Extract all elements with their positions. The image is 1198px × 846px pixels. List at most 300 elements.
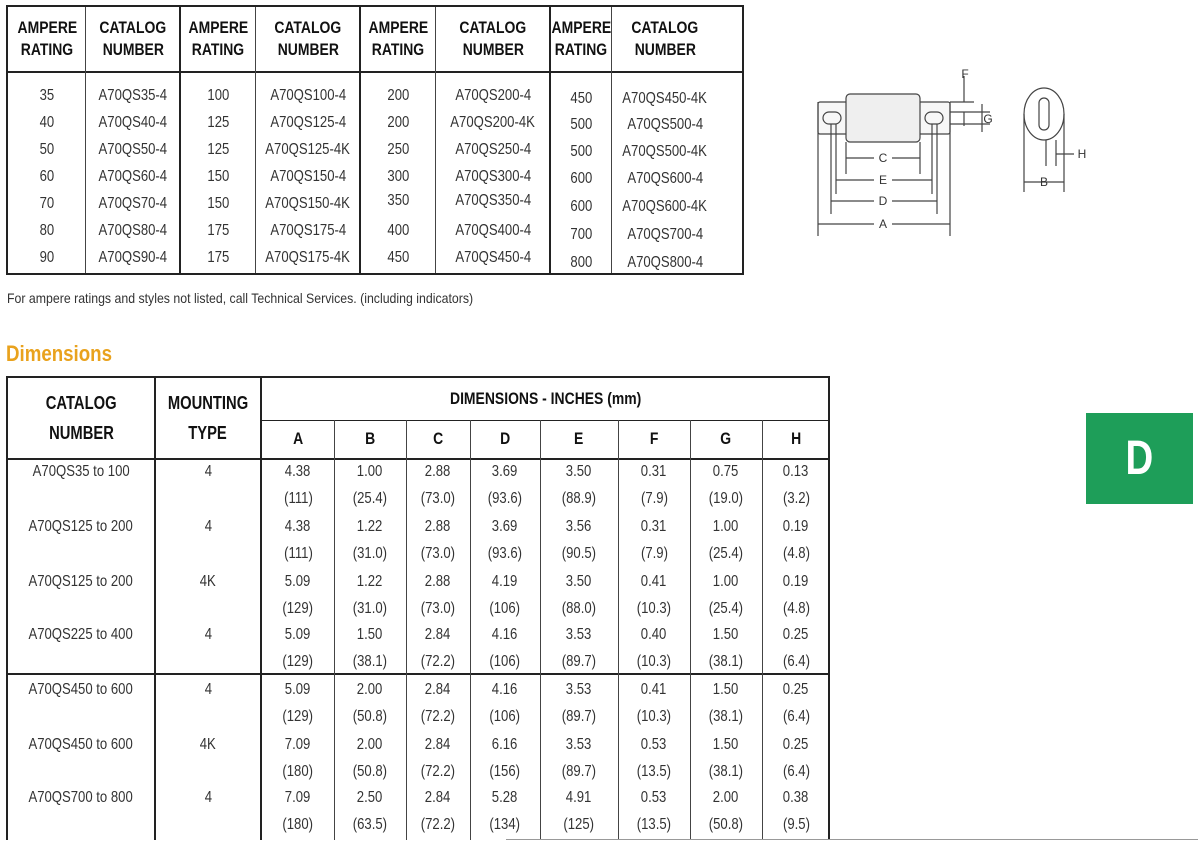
ratings-cell-text: A70QS125-4 bbox=[270, 114, 346, 131]
ampere-rating-cell bbox=[360, 244, 436, 271]
dimension-mm-cell bbox=[406, 758, 470, 785]
catalog-range-text: A70QS35 to 100 bbox=[32, 463, 130, 480]
ratings-cell-text: 40 bbox=[39, 114, 55, 131]
mounting-type-cell bbox=[155, 784, 261, 811]
dimension-mm-text: (6.4) bbox=[782, 763, 810, 780]
catalog-range-cell bbox=[8, 568, 154, 595]
dimension-inches-cell bbox=[262, 458, 334, 485]
ampere-rating-cell bbox=[360, 82, 436, 109]
catalog-number-cell bbox=[436, 82, 550, 109]
dimension-mm-text: (89.7) bbox=[561, 708, 597, 725]
dimension-mm-cell bbox=[690, 703, 762, 730]
ampere-rating-cell bbox=[550, 85, 612, 112]
ratings-cell-text: A70QS450-4K bbox=[622, 90, 708, 107]
dimension-mm-text: (25.4) bbox=[352, 490, 388, 507]
ratings-cell-text: A70QS35-4 bbox=[98, 87, 168, 104]
dimension-inches-cell bbox=[540, 784, 618, 811]
dimension-mm-text: (38.1) bbox=[352, 653, 388, 670]
ratings-cell-text: A70QS400-4 bbox=[455, 222, 531, 239]
ratings-cell-text: 700 bbox=[570, 226, 592, 243]
catalog-number-header bbox=[8, 378, 154, 458]
ratings-cell-text: 450 bbox=[387, 249, 409, 266]
dimension-inches-text: 5.09 bbox=[285, 573, 311, 590]
dimension-mm-text: (50.8) bbox=[352, 763, 388, 780]
dimension-inches-text: 3.53 bbox=[566, 736, 592, 753]
dimension-mm-cell bbox=[334, 811, 406, 838]
ampere-rating-cell bbox=[180, 136, 256, 163]
dimension-mm-text: (9.5) bbox=[782, 816, 810, 833]
ratings-header-ampere-2 bbox=[180, 7, 256, 71]
dimension-inches-cell bbox=[406, 568, 470, 595]
catalog-number-cell bbox=[256, 244, 360, 271]
catalog-number-cell bbox=[436, 217, 550, 244]
ampere-rating-cell bbox=[360, 163, 436, 190]
ratings-header-bottom: NUMBER bbox=[102, 40, 164, 59]
ratings-header-top: AMPERE bbox=[188, 18, 248, 37]
dimension-inches-cell bbox=[618, 731, 690, 758]
ratings-cell-text: 450 bbox=[570, 90, 592, 107]
dimension-inches-cell bbox=[690, 731, 762, 758]
dimension-letter: B bbox=[364, 429, 376, 448]
ampere-rating-cell bbox=[550, 111, 612, 138]
dimension-mm-text: (93.6) bbox=[487, 490, 523, 507]
dimension-mm-cell bbox=[690, 485, 762, 512]
dimension-mm-cell bbox=[470, 811, 540, 838]
ratings-cell-text: A70QS700-4 bbox=[627, 226, 703, 243]
catalog-number-cell bbox=[436, 187, 550, 214]
ampere-rating-cell bbox=[8, 190, 86, 217]
dimension-mm-cell bbox=[540, 648, 618, 675]
ratings-cell-text: 50 bbox=[39, 141, 55, 158]
dimension-inches-cell bbox=[762, 676, 830, 703]
ampere-rating-cell bbox=[8, 136, 86, 163]
dimension-inches-text: 2.00 bbox=[357, 736, 383, 753]
dimensions-section-title: Dimensions bbox=[6, 341, 112, 366]
ratings-header-ampere-0 bbox=[8, 7, 86, 71]
catalog-number-cell bbox=[256, 217, 360, 244]
dimension-mm-cell bbox=[690, 758, 762, 785]
dimension-letter-header-g bbox=[690, 420, 762, 458]
dimension-mm-cell bbox=[618, 595, 690, 622]
ratings-cell-text: A70QS250-4 bbox=[455, 141, 531, 158]
ratings-cell-text: A70QS600-4 bbox=[627, 170, 703, 187]
ratings-cell-text: A70QS70-4 bbox=[98, 195, 168, 212]
dimension-mm-cell bbox=[470, 540, 540, 567]
ampere-rating-cell bbox=[8, 109, 86, 136]
catalog-number-cell bbox=[86, 217, 180, 244]
dimension-mm-text: (125) bbox=[563, 816, 595, 833]
ratings-cell-text: A70QS150-4K bbox=[265, 195, 351, 212]
mounting-type-text: 4 bbox=[204, 463, 212, 480]
ratings-cell-text: 600 bbox=[570, 198, 592, 215]
dimension-inches-text: 5.28 bbox=[492, 789, 518, 806]
section-tab bbox=[1086, 413, 1193, 504]
dimension-inches-cell bbox=[470, 676, 540, 703]
ratings-header-top: AMPERE bbox=[17, 18, 77, 37]
dim-label-a: A bbox=[878, 217, 888, 231]
catalog-number-cell bbox=[612, 249, 718, 276]
dimension-inches-text: 3.69 bbox=[492, 518, 518, 535]
catalog-range-text: A70QS450 to 600 bbox=[28, 736, 134, 753]
dimension-mm-text: (106) bbox=[489, 653, 521, 670]
dimensions-table bbox=[6, 376, 830, 840]
dimension-mm-cell bbox=[540, 595, 618, 622]
dimension-inches-cell bbox=[618, 784, 690, 811]
dimension-inches-cell bbox=[470, 568, 540, 595]
catalog-number-cell bbox=[612, 85, 718, 112]
ratings-cell-text: A70QS500-4K bbox=[622, 143, 708, 160]
dimension-mm-text: (19.0) bbox=[708, 490, 744, 507]
mounting-header-line2: TYPE bbox=[188, 423, 228, 443]
bottom-divider bbox=[506, 839, 1198, 840]
dimension-mm-cell bbox=[262, 648, 334, 675]
dimension-inches-cell bbox=[334, 731, 406, 758]
ratings-header-top: AMPERE bbox=[368, 18, 428, 37]
catalog-range-cell bbox=[8, 676, 154, 703]
ampere-rating-table bbox=[6, 5, 744, 275]
ratings-cell-text: 800 bbox=[570, 254, 592, 271]
dimension-inches-text: 0.41 bbox=[641, 573, 667, 590]
ratings-header-bottom: RATING bbox=[554, 40, 608, 59]
ratings-cell-text: 70 bbox=[39, 195, 55, 212]
ratings-header-ampere-6 bbox=[550, 7, 612, 71]
dimension-inches-text: 5.09 bbox=[285, 681, 311, 698]
dimension-inches-cell bbox=[334, 513, 406, 540]
ampere-rating-cell bbox=[180, 163, 256, 190]
ratings-header-bottom: NUMBER bbox=[462, 40, 524, 59]
dimension-mm-cell bbox=[618, 648, 690, 675]
mounting-type-text: 4 bbox=[204, 789, 212, 806]
technical-services-note: For ampere ratings and styles not listed, call Technical Services. (including indicators) bbox=[7, 290, 474, 306]
dimension-inches-text: 0.25 bbox=[783, 626, 809, 643]
dimension-mm-text: (31.0) bbox=[352, 545, 388, 562]
dimension-mm-text: (134) bbox=[489, 816, 521, 833]
dimension-mm-cell bbox=[406, 703, 470, 730]
ratings-column-5 bbox=[436, 73, 550, 273]
dimension-inches-cell bbox=[540, 458, 618, 485]
ratings-cell-text: A70QS350-4 bbox=[455, 192, 531, 209]
dimension-inches-text: 4.91 bbox=[566, 789, 592, 806]
dimension-inches-cell bbox=[540, 568, 618, 595]
dimension-inches-text: 3.53 bbox=[566, 681, 592, 698]
ratings-cell-text: A70QS200-4 bbox=[455, 87, 531, 104]
dimension-letter-header-h bbox=[762, 420, 830, 458]
catalog-number-cell bbox=[256, 82, 360, 109]
dimension-inches-text: 1.22 bbox=[357, 573, 383, 590]
dimension-mm-cell bbox=[262, 703, 334, 730]
ratings-cell-text: A70QS40-4 bbox=[98, 114, 168, 131]
dimension-mm-cell bbox=[470, 485, 540, 512]
catalog-range-text: A70QS125 to 200 bbox=[28, 518, 134, 535]
ratings-cell-text: 175 bbox=[207, 222, 229, 239]
dimension-mm-text: (73.0) bbox=[420, 545, 456, 562]
dimension-mm-text: (111) bbox=[283, 490, 313, 507]
dims-catalog-divider bbox=[154, 378, 156, 840]
dimension-mm-cell bbox=[762, 703, 830, 730]
ampere-rating-cell bbox=[8, 217, 86, 244]
mounting-type-text: 4K bbox=[199, 573, 217, 590]
dimension-letter-header-a bbox=[262, 420, 334, 458]
dimension-inches-text: 1.50 bbox=[713, 681, 739, 698]
dimension-mm-cell bbox=[762, 485, 830, 512]
mounting-type-text: 4K bbox=[199, 736, 217, 753]
ratings-header-bottom: RATING bbox=[191, 40, 245, 59]
ampere-rating-cell bbox=[180, 217, 256, 244]
dim-label-d: D bbox=[878, 194, 888, 208]
dimension-mm-cell bbox=[618, 485, 690, 512]
dimension-letter: A bbox=[292, 429, 304, 448]
dimension-inches-cell bbox=[618, 676, 690, 703]
fuse-side-view bbox=[818, 76, 1074, 236]
dimension-inches-cell bbox=[470, 784, 540, 811]
ratings-cell-text: A70QS100-4 bbox=[270, 87, 346, 104]
ratings-cell-text: A70QS800-4 bbox=[627, 254, 703, 271]
dimension-inches-text: 0.53 bbox=[641, 789, 667, 806]
dimension-mm-cell bbox=[762, 811, 830, 838]
dim-label-f: F bbox=[961, 67, 969, 81]
dimension-mm-text: (10.3) bbox=[636, 600, 672, 617]
mounting-type-cell bbox=[155, 568, 261, 595]
ratings-header-ampere-4 bbox=[360, 7, 436, 71]
dimension-mm-text: (6.4) bbox=[782, 653, 810, 670]
catalog-range-cell bbox=[8, 513, 154, 540]
dimension-mm-text: (129) bbox=[282, 708, 314, 725]
mounting-type-cell bbox=[155, 676, 261, 703]
mounting-type-text: 4 bbox=[204, 626, 212, 643]
dimension-mm-text: (13.5) bbox=[636, 763, 672, 780]
dimension-mm-text: (25.4) bbox=[708, 545, 744, 562]
ratings-cell-text: A70QS150-4 bbox=[270, 168, 346, 185]
dimension-inches-text: 2.84 bbox=[425, 789, 451, 806]
mounting-type-cell bbox=[155, 513, 261, 540]
catalog-number-cell bbox=[612, 138, 718, 165]
ratings-cell-text: 500 bbox=[570, 116, 592, 133]
dimension-mm-cell bbox=[762, 758, 830, 785]
ratings-header-bottom: NUMBER bbox=[634, 40, 696, 59]
dimension-inches-text: 2.84 bbox=[425, 681, 451, 698]
dimension-inches-cell bbox=[262, 676, 334, 703]
ratings-header-bottom: NUMBER bbox=[277, 40, 339, 59]
dimension-letter-header-e bbox=[540, 420, 618, 458]
dimension-inches-cell bbox=[762, 568, 830, 595]
catalog-number-cell bbox=[86, 136, 180, 163]
dimension-mm-cell bbox=[406, 648, 470, 675]
dim-label-b: B bbox=[1039, 175, 1049, 189]
dimension-inches-cell bbox=[618, 458, 690, 485]
dimension-inches-cell bbox=[540, 731, 618, 758]
dimension-letter: E bbox=[574, 429, 584, 448]
dimension-mm-cell bbox=[762, 648, 830, 675]
ratings-cell-text: A70QS175-4 bbox=[270, 222, 346, 239]
dimension-mm-text: (7.9) bbox=[640, 490, 668, 507]
ampere-rating-cell bbox=[180, 244, 256, 271]
dimension-mm-cell bbox=[690, 811, 762, 838]
ratings-cell-text: 300 bbox=[387, 168, 409, 185]
dimension-mm-text: (72.2) bbox=[420, 816, 456, 833]
ratings-cell-text: 125 bbox=[207, 141, 229, 158]
dimension-mm-text: (88.0) bbox=[561, 600, 597, 617]
ratings-cell-text: A70QS60-4 bbox=[98, 168, 168, 185]
dimension-inches-text: 0.25 bbox=[783, 736, 809, 753]
dimension-inches-text: 0.75 bbox=[713, 463, 739, 480]
dimension-inches-cell bbox=[334, 621, 406, 648]
dimension-inches-cell bbox=[406, 513, 470, 540]
dimension-inches-cell bbox=[690, 458, 762, 485]
dimension-inches-text: 2.00 bbox=[357, 681, 383, 698]
dimension-inches-cell bbox=[406, 731, 470, 758]
dimension-mm-text: (93.6) bbox=[487, 545, 523, 562]
dimension-mm-text: (38.1) bbox=[708, 653, 744, 670]
ratings-cell-text: 600 bbox=[570, 170, 592, 187]
dimension-mm-cell bbox=[762, 540, 830, 567]
catalog-number-cell bbox=[256, 163, 360, 190]
ratings-header-top: CATALOG bbox=[274, 18, 342, 37]
catalog-number-cell bbox=[612, 193, 718, 220]
dimension-mm-text: (72.2) bbox=[420, 763, 456, 780]
catalog-range-cell bbox=[8, 458, 154, 485]
section-tab-label: D bbox=[1125, 432, 1154, 485]
dimension-inches-text: 0.41 bbox=[641, 681, 667, 698]
dimension-mm-text: (7.9) bbox=[640, 545, 668, 562]
dimension-inches-text: 4.38 bbox=[285, 463, 311, 480]
ampere-rating-cell bbox=[550, 249, 612, 276]
dimension-inches-text: 2.84 bbox=[425, 736, 451, 753]
dimensions-group-label: DIMENSIONS - INCHES (mm) bbox=[450, 389, 642, 408]
dimension-letter: D bbox=[499, 429, 511, 448]
ratings-cell-text: A70QS500-4 bbox=[627, 116, 703, 133]
dimension-mm-cell bbox=[540, 485, 618, 512]
catalog-header-line1: CATALOG bbox=[45, 393, 117, 413]
dimension-letter-header-b bbox=[334, 420, 406, 458]
ratings-column-4 bbox=[360, 73, 436, 273]
fuse-dimension-drawing bbox=[812, 66, 1102, 238]
dimension-mm-text: (4.8) bbox=[782, 600, 810, 617]
dimension-mm-cell bbox=[262, 485, 334, 512]
ratings-cell-text: 200 bbox=[387, 87, 409, 104]
dimension-inches-text: 3.50 bbox=[566, 463, 592, 480]
ratings-column-6 bbox=[550, 73, 612, 273]
catalog-number-cell bbox=[612, 165, 718, 192]
dimension-mm-text: (89.7) bbox=[561, 653, 597, 670]
ampere-rating-cell bbox=[550, 165, 612, 192]
dimension-inches-text: 1.50 bbox=[713, 626, 739, 643]
ratings-cell-text: A70QS200-4K bbox=[450, 114, 536, 131]
dimension-mm-cell bbox=[540, 540, 618, 567]
dimension-inches-text: 4.16 bbox=[492, 626, 518, 643]
dimension-inches-text: 0.53 bbox=[641, 736, 667, 753]
dimension-mm-text: (89.7) bbox=[561, 763, 597, 780]
dimension-mm-text: (38.1) bbox=[708, 763, 744, 780]
dimension-inches-cell bbox=[406, 676, 470, 703]
dimension-mm-cell bbox=[334, 485, 406, 512]
catalog-range-text: A70QS450 to 600 bbox=[28, 681, 134, 698]
dimension-mm-cell bbox=[262, 540, 334, 567]
dimension-inches-text: 2.00 bbox=[713, 789, 739, 806]
ratings-cell-text: 150 bbox=[207, 168, 229, 185]
ratings-header-top: AMPERE bbox=[551, 18, 611, 37]
catalog-range-cell bbox=[8, 731, 154, 758]
dimension-mm-text: (129) bbox=[282, 653, 314, 670]
ratings-cell-text: 175 bbox=[207, 249, 229, 266]
catalog-range-text: A70QS125 to 200 bbox=[28, 573, 134, 590]
dimension-mm-cell bbox=[334, 703, 406, 730]
dimension-mm-cell bbox=[262, 758, 334, 785]
dimension-inches-cell bbox=[540, 621, 618, 648]
dim-label-c: C bbox=[878, 151, 888, 165]
dimension-mm-text: (31.0) bbox=[352, 600, 388, 617]
dimension-mm-text: (180) bbox=[282, 816, 314, 833]
ratings-cell-text: A70QS90-4 bbox=[98, 249, 168, 266]
dimension-mm-cell bbox=[470, 648, 540, 675]
dimension-mm-cell bbox=[470, 595, 540, 622]
ratings-header-row bbox=[8, 7, 742, 73]
ratings-cell-text: 500 bbox=[570, 143, 592, 160]
dimension-inches-cell bbox=[690, 568, 762, 595]
dimension-mm-text: (106) bbox=[489, 708, 521, 725]
dimension-mm-cell bbox=[540, 811, 618, 838]
ratings-cell-text: 200 bbox=[387, 114, 409, 131]
mounting-header-line1: MOUNTING bbox=[167, 393, 249, 413]
dimension-mm-cell bbox=[262, 595, 334, 622]
ratings-cell-text: 250 bbox=[387, 141, 409, 158]
ratings-header-catalog-7 bbox=[612, 7, 718, 71]
ampere-rating-cell bbox=[360, 217, 436, 244]
dimension-inches-text: 5.09 bbox=[285, 626, 311, 643]
dimension-inches-text: 2.88 bbox=[425, 518, 451, 535]
dimension-inches-cell bbox=[618, 568, 690, 595]
ratings-cell-text: 90 bbox=[39, 249, 55, 266]
dimension-inches-cell bbox=[690, 784, 762, 811]
dimension-inches-cell bbox=[762, 731, 830, 758]
ampere-rating-cell bbox=[360, 136, 436, 163]
dimension-mm-text: (156) bbox=[489, 763, 521, 780]
catalog-range-text: A70QS225 to 400 bbox=[28, 626, 134, 643]
ampere-rating-cell bbox=[8, 163, 86, 190]
dimension-mm-text: (50.8) bbox=[352, 708, 388, 725]
dimension-inches-text: 0.19 bbox=[783, 518, 809, 535]
ratings-cell-text: A70QS450-4 bbox=[455, 249, 531, 266]
dimension-inches-cell bbox=[406, 784, 470, 811]
ratings-cell-text: 35 bbox=[39, 87, 55, 104]
dimension-inches-text: 1.22 bbox=[357, 518, 383, 535]
dimension-inches-cell bbox=[262, 731, 334, 758]
dimension-mm-cell bbox=[690, 595, 762, 622]
dim-label-e: E bbox=[878, 173, 888, 187]
catalog-range-cell bbox=[8, 621, 154, 648]
dimension-inches-cell bbox=[470, 621, 540, 648]
dimension-inches-text: 2.50 bbox=[357, 789, 383, 806]
ratings-header-top: CATALOG bbox=[99, 18, 167, 37]
dimension-inches-cell bbox=[690, 621, 762, 648]
ampere-rating-cell bbox=[360, 109, 436, 136]
dimension-mm-text: (50.8) bbox=[708, 816, 744, 833]
dimension-letter: G bbox=[720, 429, 732, 448]
dimension-mm-text: (4.8) bbox=[782, 545, 810, 562]
catalog-number-cell bbox=[436, 163, 550, 190]
dimension-letter-header-c bbox=[406, 420, 470, 458]
catalog-number-cell bbox=[436, 244, 550, 271]
dimension-inches-cell bbox=[406, 621, 470, 648]
ratings-column-3 bbox=[256, 73, 360, 273]
ampere-rating-cell bbox=[550, 138, 612, 165]
dimension-mm-text: (90.5) bbox=[561, 545, 597, 562]
ratings-cell-text: A70QS300-4 bbox=[455, 168, 531, 185]
ampere-rating-cell bbox=[180, 82, 256, 109]
mounting-type-header bbox=[155, 378, 261, 458]
dimension-mm-cell bbox=[470, 758, 540, 785]
ratings-cell-text: A70QS80-4 bbox=[98, 222, 168, 239]
ratings-header-bottom: RATING bbox=[371, 40, 425, 59]
